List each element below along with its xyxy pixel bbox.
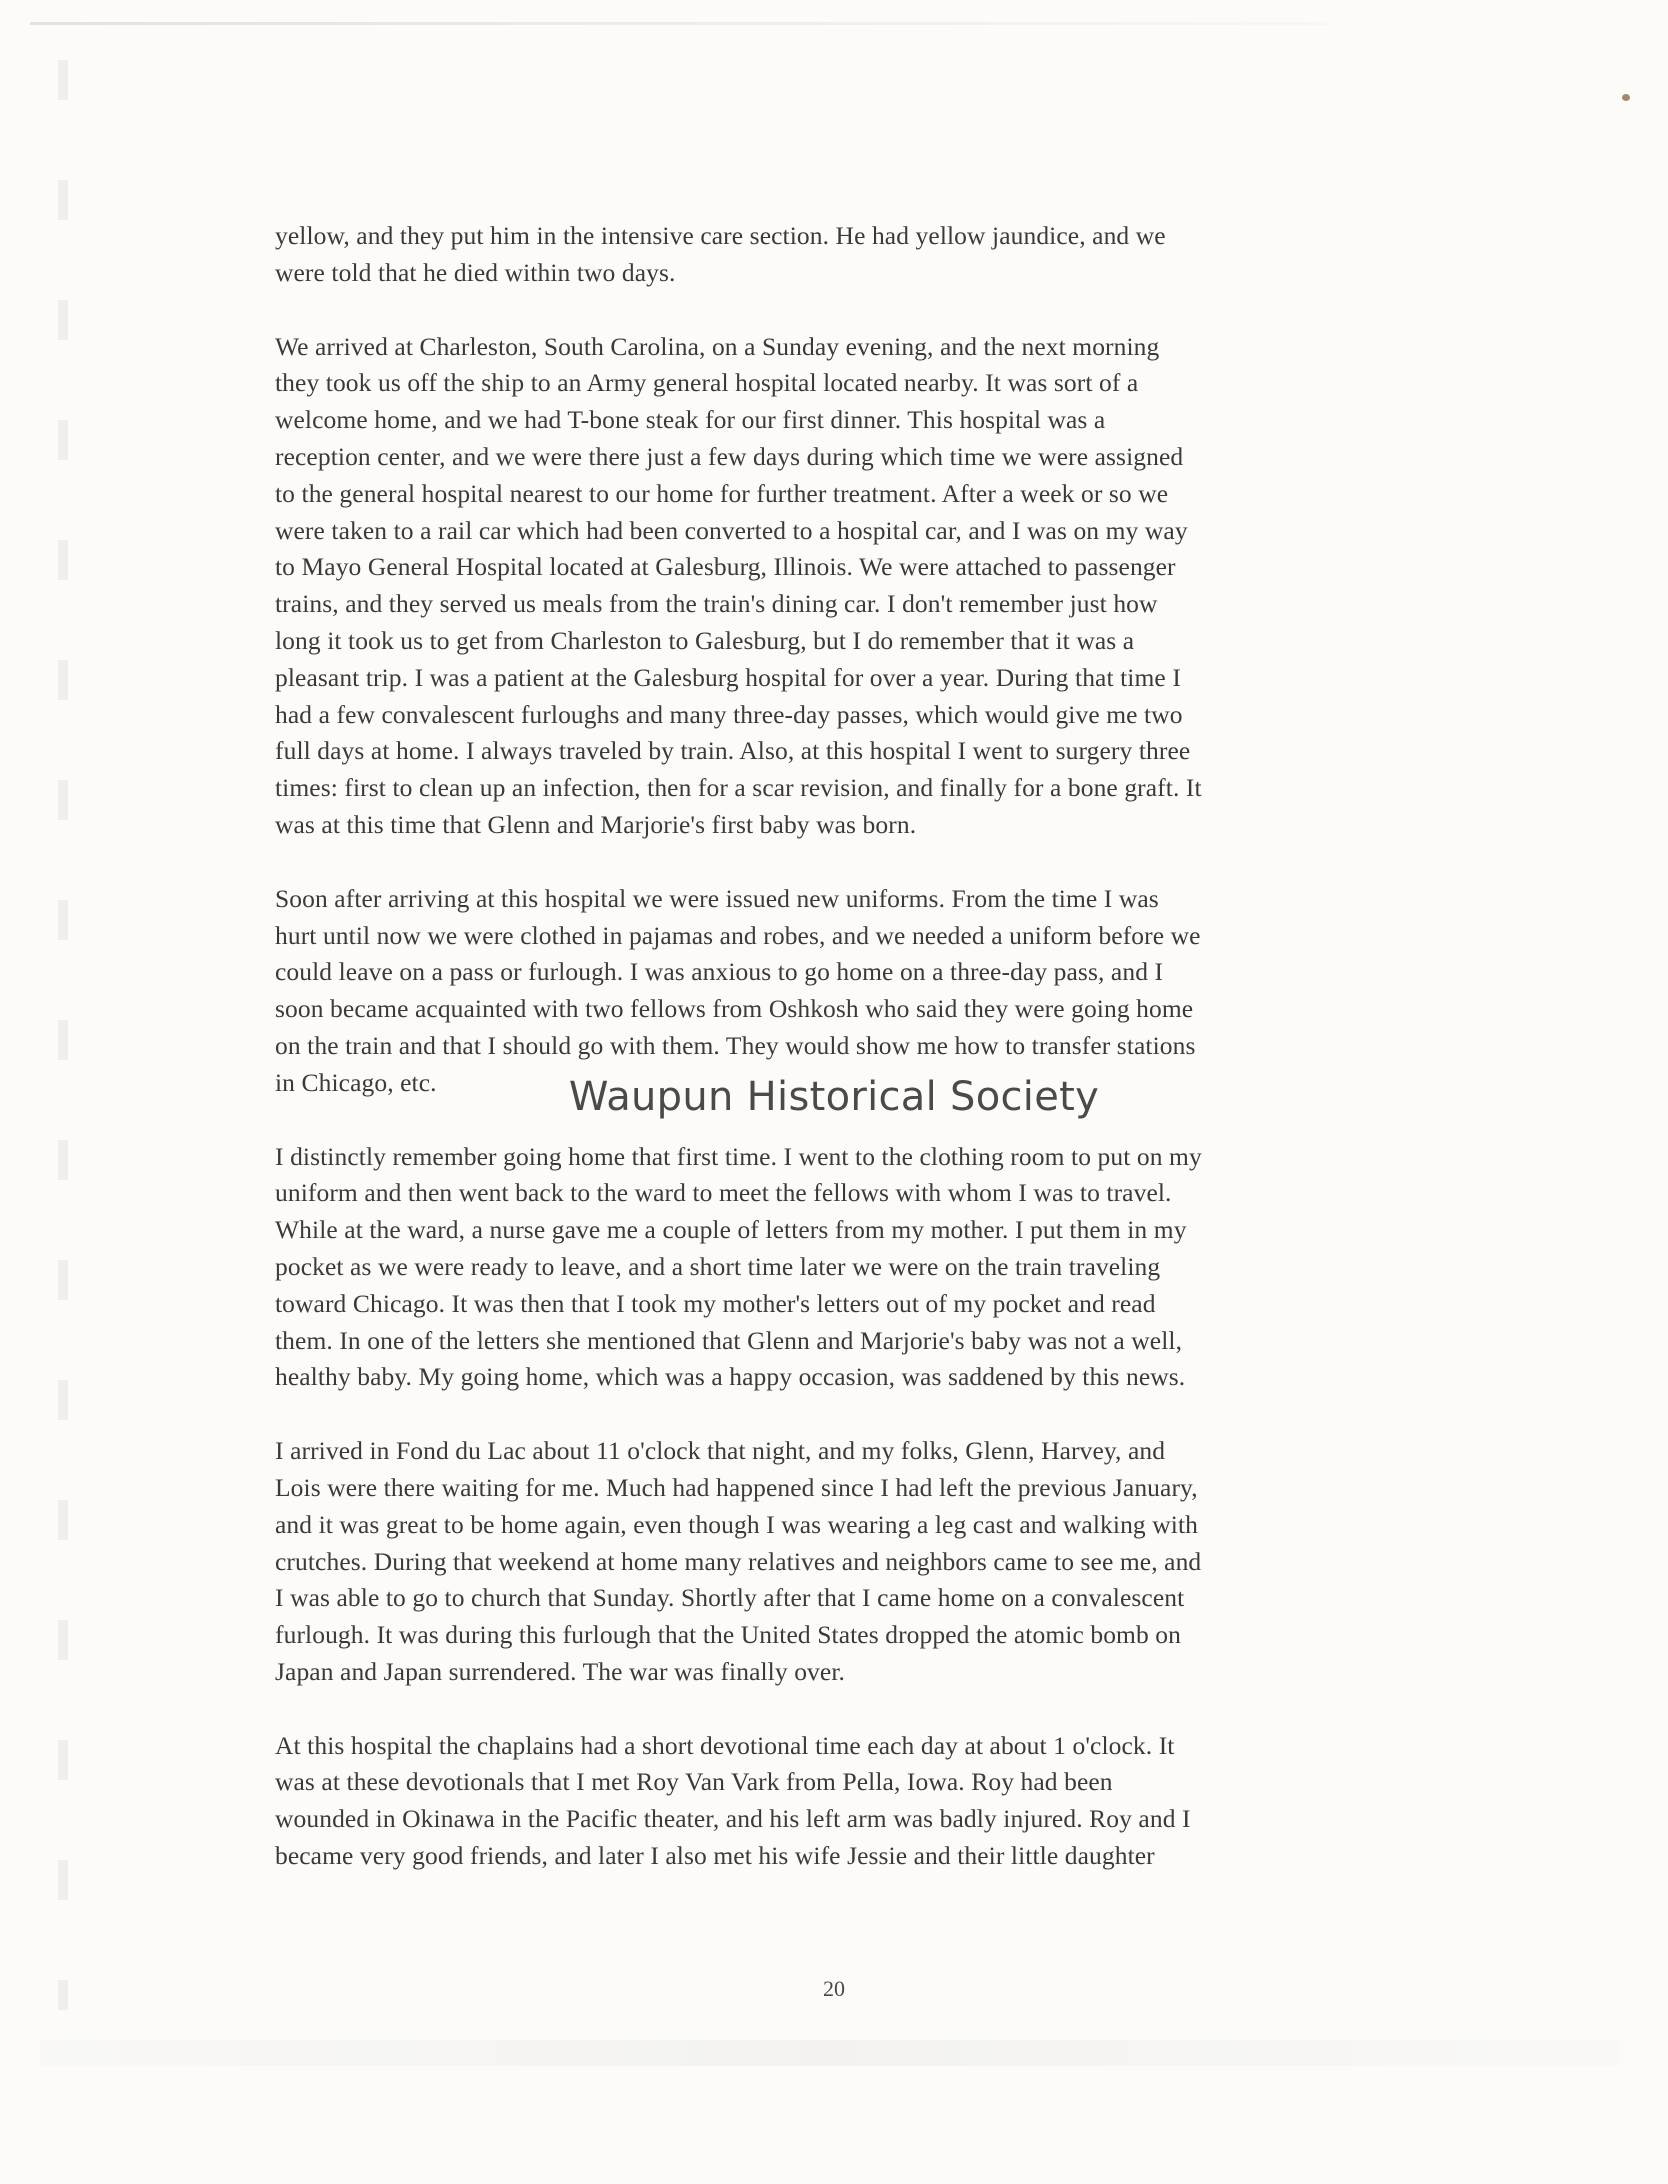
- text-line: reception center, and we were there just a few days during which time we were assigned: [275, 441, 1184, 471]
- text-line: wounded in Okinawa in the Pacific theater, and his left arm was badly injured. Roy and I: [275, 1804, 1191, 1834]
- paragraph: [275, 329, 1415, 844]
- text-line: to Mayo General Hospital located at Galesburg, Illinois. We were attached to passenger: [275, 552, 1176, 582]
- text-line: in Chicago, etc.: [275, 1067, 437, 1097]
- watermark: Waupun Historical Society: [568, 1074, 1100, 1120]
- text-line: were told that he died within two days.: [275, 257, 676, 287]
- text-line: trains, and they served us meals from the train's dining car. I don't remember just how: [275, 589, 1158, 619]
- text-line: pocket as we were ready to leave, and a short time later we were on the train traveling: [275, 1251, 1161, 1281]
- text-line: At this hospital the chaplains had a short devotional time each day at about 1 o'clock. It: [275, 1730, 1175, 1760]
- page-number: 20: [823, 1976, 845, 2001]
- text-line: had a few convalescent furloughs and many three-day passes, which would give me two: [275, 699, 1183, 729]
- text-line: I arrived in Fond du Lac about 11 o'clock that night, and my folks, Glenn, Harvey, and: [275, 1436, 1166, 1466]
- text-line: Soon after arriving at this hospital we were issued new uniforms. From the time I was: [275, 883, 1159, 913]
- text-line: furlough. It was during this furlough that the United States dropped the atomic bomb on: [275, 1620, 1182, 1650]
- text-line: to the general hospital nearest to our home for further treatment. After a week or so we: [275, 478, 1169, 508]
- text-line: times: first to clean up an infection, then for a scar revision, and finally for a bone graft. It: [275, 773, 1202, 803]
- paragraph: [275, 218, 1415, 292]
- text-line: full days at home. I always traveled by train. Also, at this hospital I went to surgery three: [275, 736, 1191, 766]
- text-line: I was able to go to church that Sunday. Shortly after that I came home on a convalescent: [275, 1583, 1185, 1613]
- text-line: Japan and Japan surrendered. The war was finally over.: [275, 1656, 845, 1686]
- text-line: healthy baby. My going home, which was a happy occasion, was saddened by this news.: [275, 1362, 1186, 1392]
- scan-edge-left: [58, 60, 68, 2010]
- text-line: them. In one of the letters she mentioned that Glenn and Marjorie's baby was not a well,: [275, 1325, 1183, 1355]
- paragraph: [275, 1433, 1415, 1691]
- text-line: Lois were there waiting for me. Much had happened since I had left the previous January,: [275, 1472, 1198, 1502]
- text-line: uniform and then went back to the ward to meet the fellows with whom I was to travel.: [275, 1178, 1172, 1208]
- text-line: welcome home, and we had T-bone steak for our first dinner. This hospital was a: [275, 405, 1106, 435]
- text-line: I distinctly remember going home that first time. I went to the clothing room to put on my: [275, 1141, 1202, 1171]
- text-line: was at these devotionals that I met Roy Van Vark from Pella, Iowa. Roy had been: [275, 1767, 1113, 1797]
- text-line: was at this time that Glenn and Marjorie's first baby was born.: [275, 809, 917, 839]
- text-line: on the train and that I should go with them. They would show me how to transfer stations: [275, 1030, 1196, 1060]
- text-line: soon became acquainted with two fellows from Oshkosh who said they were going home: [275, 994, 1194, 1024]
- scan-edge-top: [30, 22, 1330, 25]
- text-line: hurt until now we were clothed in pajamas and robes, and we needed a uniform before we: [275, 920, 1201, 950]
- paragraph: [275, 1728, 1415, 1875]
- text-line: We arrived at Charleston, South Carolina, on a Sunday evening, and the next morning: [275, 331, 1160, 361]
- text-line: toward Chicago. It was then that I took my mother's letters out of my pocket and read: [275, 1288, 1156, 1318]
- text-line: and it was great to be home again, even though I was wearing a leg cast and walking with: [275, 1509, 1198, 1539]
- paragraph: [275, 1139, 1415, 1397]
- document-body: [275, 218, 1415, 1912]
- text-line: became very good friends, and later I also met his wife Jessie and their little daughter: [275, 1841, 1155, 1871]
- scan-edge-bottom: [40, 2040, 1620, 2066]
- text-line: they took us off the ship to an Army general hospital located nearby. It was sort of a: [275, 368, 1139, 398]
- paragraph: [275, 881, 1415, 1102]
- scan-speck: [1622, 94, 1630, 101]
- text-line: While at the ward, a nurse gave me a couple of letters from my mother. I put them in my: [275, 1215, 1187, 1245]
- text-line: crutches. During that weekend at home many relatives and neighbors came to see me, and: [275, 1546, 1202, 1576]
- text-line: long it took us to get from Charleston to Galesburg, but I do remember that it was a: [275, 625, 1135, 655]
- text-line: yellow, and they put him in the intensive care section. He had yellow jaundice, and we: [275, 221, 1166, 250]
- text-line: could leave on a pass or furlough. I was anxious to go home on a three-day pass, and I: [275, 957, 1164, 987]
- text-line: pleasant trip. I was a patient at the Galesburg hospital for over a year. During that time I: [275, 662, 1181, 692]
- text-line: were taken to a rail car which had been converted to a hospital car, and I was on my way: [275, 515, 1188, 545]
